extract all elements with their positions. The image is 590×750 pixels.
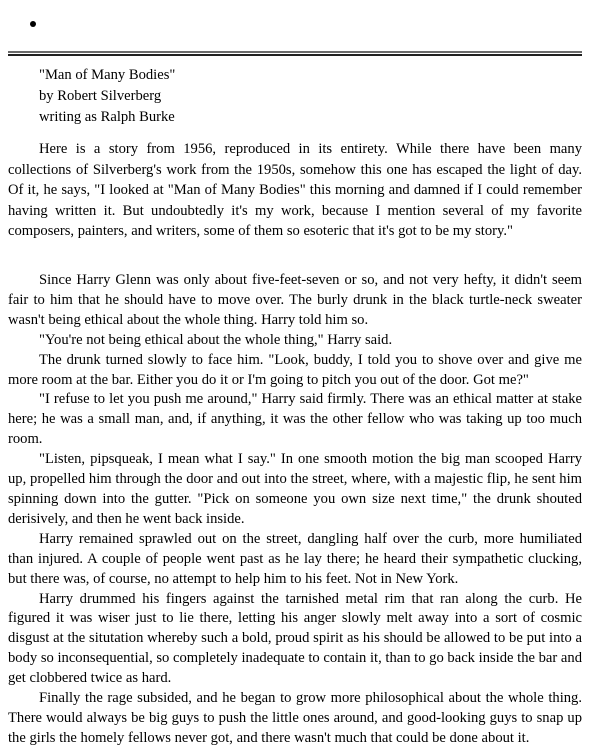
story-body — [8, 271, 582, 749]
story-title: "Man of Many Bodies" — [39, 67, 176, 83]
story-paragraph: Harry drummed his fingers against the tarnished metal rim that ran along the curb. He figured it was wiser just to lie there, letting his anger slowly melt away into a sort of cosmic disgust at the situtation whereby such a bold, proud spirit as his should be allowed to be put into a body so inconsequential, so completely inadequate to contain it, than to go back inside the bar and get clobbered twice as hard. — [8, 590, 582, 687]
horizontal-rule — [8, 51, 582, 56]
intro-paragraph: Here is a story from 1956, reproduced in its entirety. While there have been many collections of Silverberg's work from the 1950s, somehow this one has escaped the light of day. Of it, he says, "I looked at "Man of Many Bodies" this morning and damned if I could remember having written it. But undoubtedly it's my work, because I mention several of my favorite composers, painters, and writers, some of them so esoteric that it's got to be my story." — [8, 141, 582, 239]
story-paragraph: Finally the rage subsided, and he began to grow more philosophical about the whole thing. There would always be big guys to push the little ones around, and good-looking guys to snap up the girls the homely fellows never got, and there wasn't much that could be done about it. — [8, 690, 582, 746]
story-paragraph: Harry remained sprawled out on the street, dangling half over the curb, more humiliated than injured. A couple of people went past as he lay there; he heard their sympathetic clucking, but there was, of course, no attempt to help him to his feet. Not in New York. — [8, 530, 582, 587]
story-pseudonym: writing as Ralph Burke — [39, 109, 175, 125]
bullet-dot-icon — [30, 21, 36, 27]
story-heading — [39, 65, 175, 128]
story-paragraph: "You're not being ethical about the whole thing," Harry said. — [39, 331, 393, 348]
story-byline: by Robert Silverberg — [39, 88, 162, 104]
story-paragraph: The drunk turned slowly to face him. "Look, buddy, I told you to shove over and give me more room at the bar. Either you do it or I'm going to pitch you out of the door. Got me?" — [8, 351, 582, 388]
story-paragraph: "I refuse to let you push me around," Harry said firmly. There was an ethical matter at stake here; he was a small man, and, if anything, it was the other fellow who was taking up too much room. — [8, 391, 582, 448]
story-paragraph: "Listen, pipsqueak, I mean what I say." In one smooth motion the big man scooped Harry up, propelled him through the door and out into the street, where, with a majestic flip, he sent him spinning down into the gutter. "Pick on someone you own size next time," the drunk shouted derisively, and then he went back inside. — [8, 451, 582, 527]
story-paragraph: Since Harry Glenn was only about five-feet-seven or so, and not very hefty, it didn't seem fair to him that he should have to move over. The burly drunk in the black turtle-neck sweater wasn't being ethical about the whole thing. Harry told him so. — [8, 272, 582, 328]
